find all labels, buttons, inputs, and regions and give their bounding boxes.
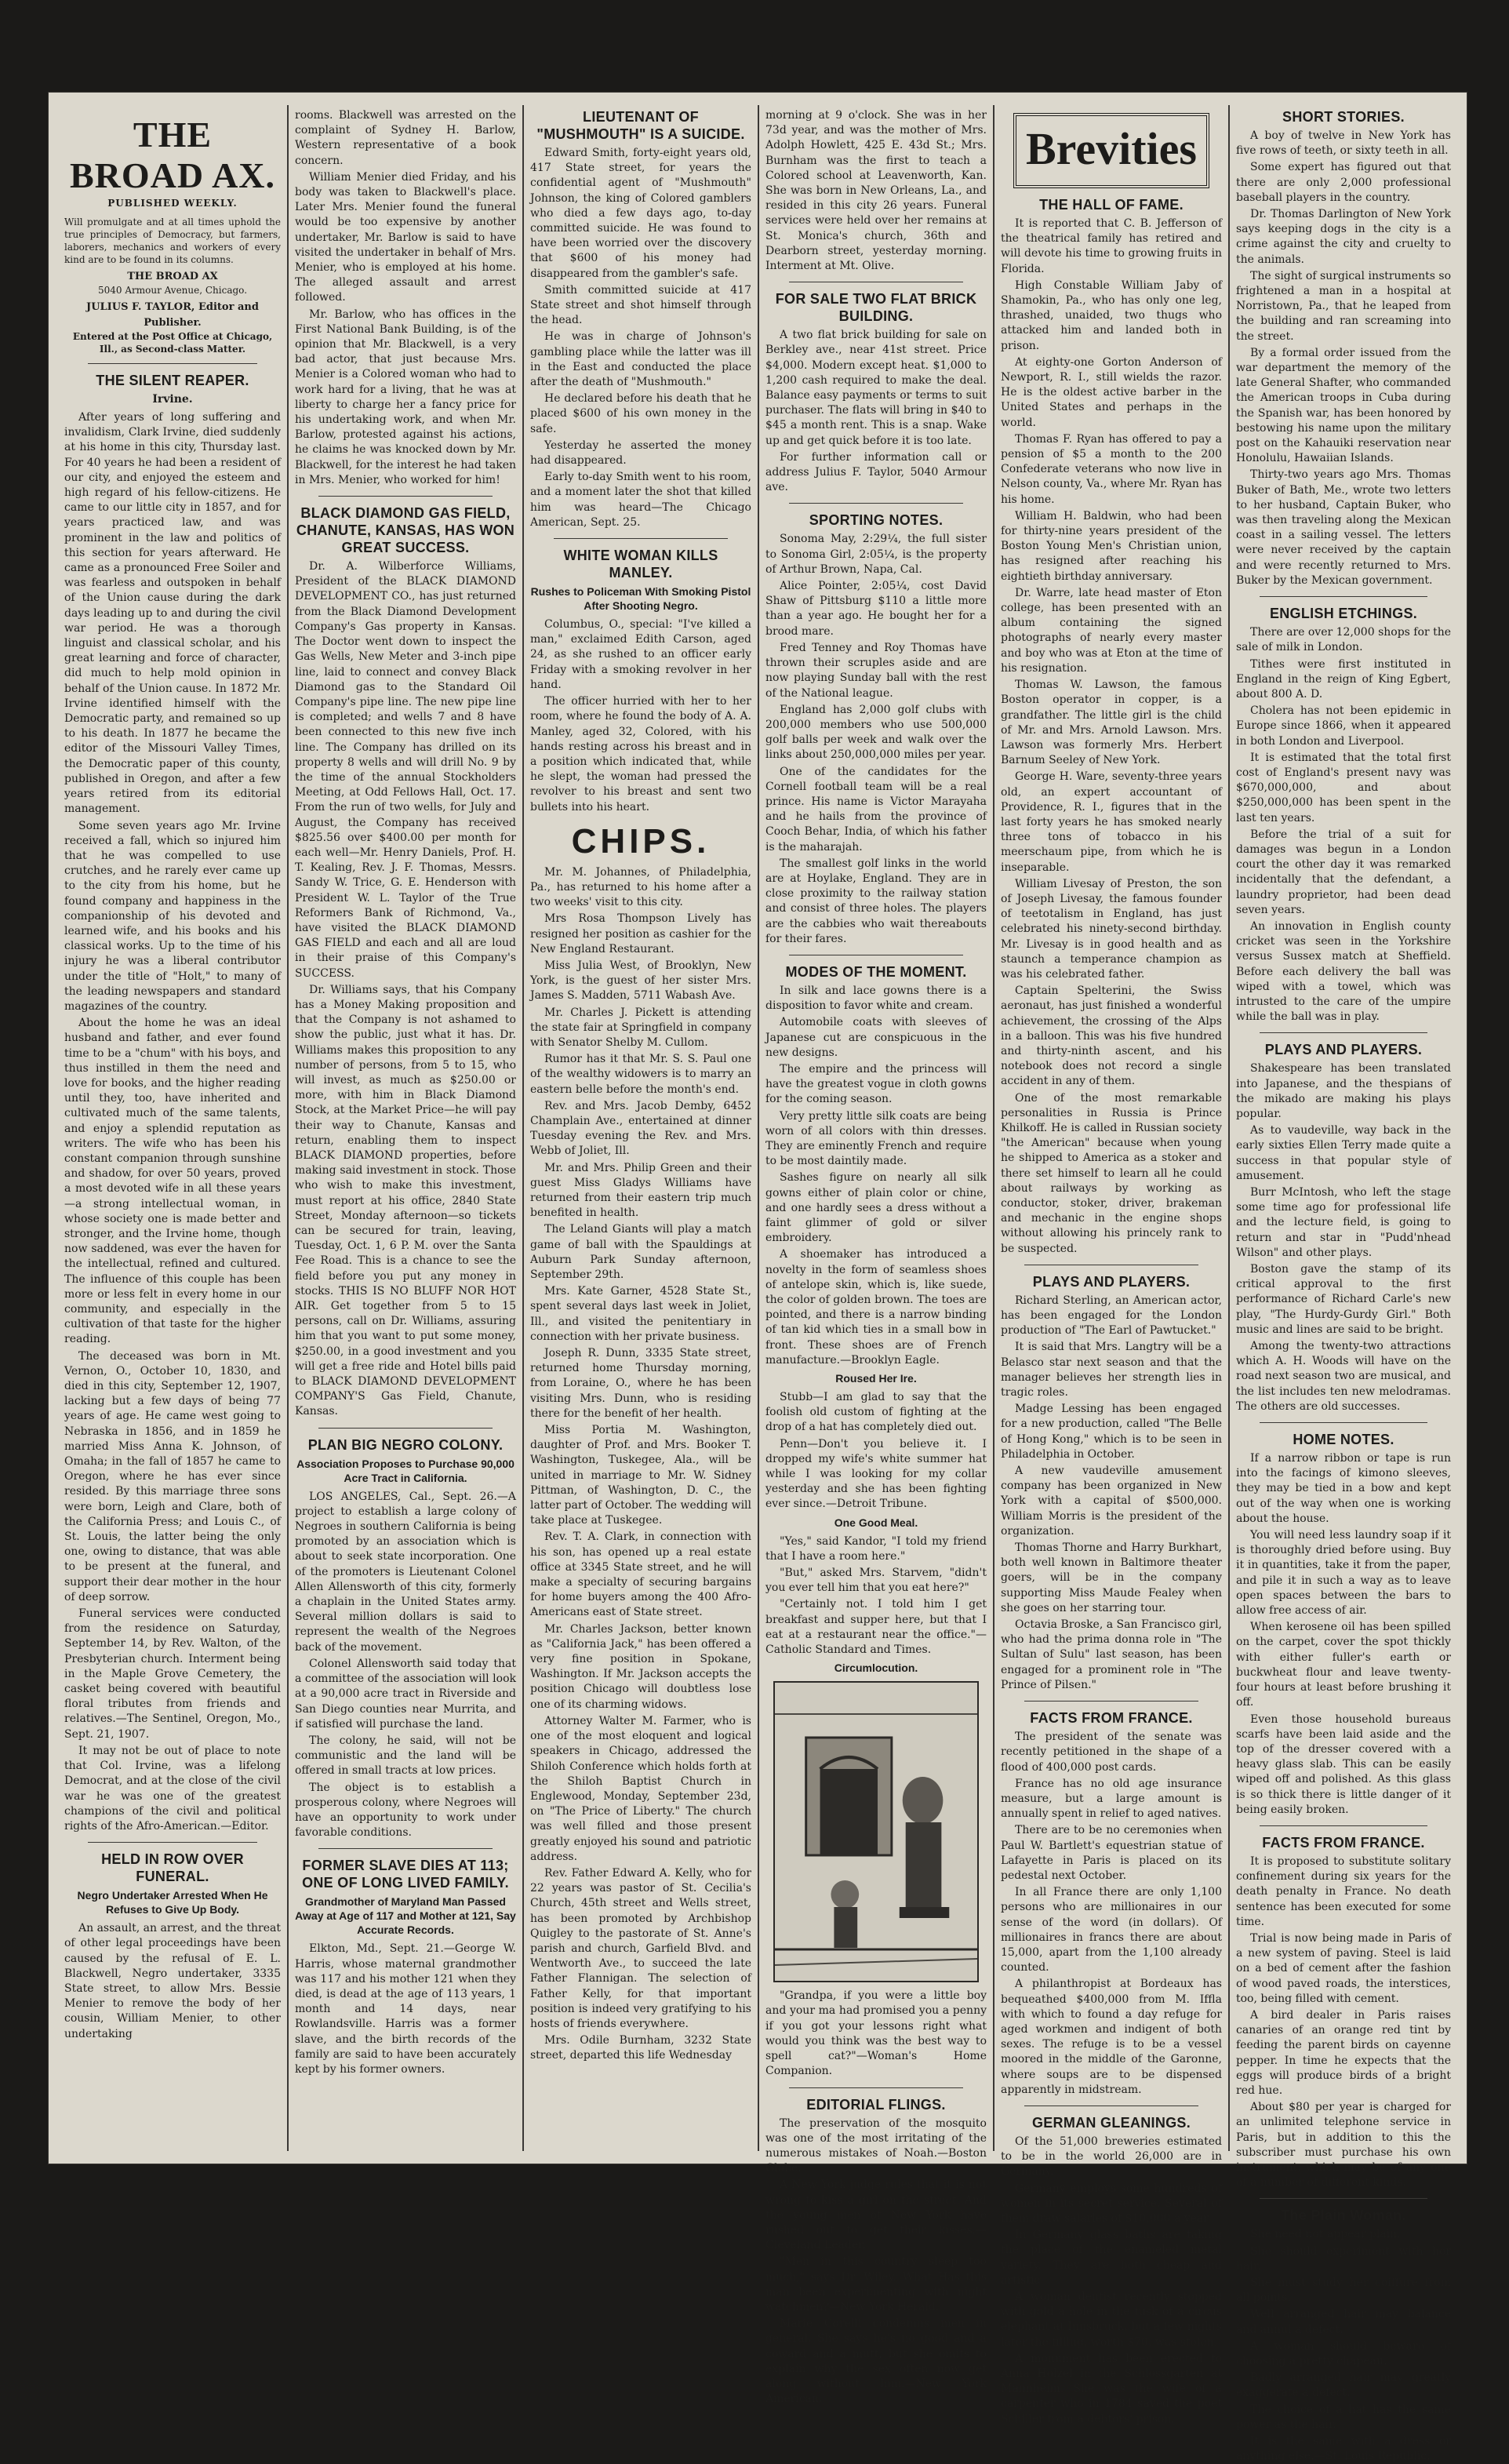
article-paragraph: rooms. Blackwell was arrested on the complaint of Sydney H. Barlow, Western representative of a book concern. [295,109,516,167]
chips-item: Miss Julia West, of Brooklyn, New York, is the guest of her sister Mrs. James S. Madden, 5711 Wabash Ave. [530,959,751,1003]
subheadline-former-slave: Grandmother of Maryland Man Passed Away at Age of 117 and Mother at 121, Say Accurate Records. [295,1895,516,1937]
plays-item: A new vaudeville amusement company has been organized in New York with a capital of $500,000. William Morris is the president of the organization. [1001,1465,1222,1538]
france-item: The president of the senate was recently petitioned in the shape of a flood of 400,000 post cards. [1001,1731,1222,1774]
headline-plays-players-2: PLAYS AND PLAYERS. [1264,1042,1423,1058]
chips-item: Mrs Rosa Thompson Lively has resigned her position as cashier for the New England Restaurant. [530,912,751,955]
france-item: A bird dealer in Paris raises canaries of an orange red tint by feeding the parent birds on cayenne pepper. In time he expects that the eggs will produce birds of a bright red hue. [1236,2008,1451,2097]
fame-item: Thomas W. Lawson, the famous Boston operator in copper, is a grandfather. The little girl is the child of Mr. and Mrs. Arnold Lawson. Mrs. Lawson was formerly Mrs. Herbert Barnum Seeley of New York. [1001,679,1222,767]
plain-item: The choice of a hat has the same power as the hair. [1236,2403,1451,2431]
france-item: A philanthropist at Bordeaux has bequeathed $400,000 from M. Iffla with which to found a day refuge for aged workmen and indigent of both sexes. The refuge is to be a vessel moored in the middle of the Garonne, where soups are to be dispensed apparently in midstream. [1001,1978,1222,2096]
article-paragraph: An assault, an arrest, and the threat of other legal proceedings have been caused by the refusal of E. L. Blackwell, Negro undertaker, 3335 State street, to allow Mrs. Bessie Menier to remove the body of her cousin, William Menier, to other undertaking [64,1922,281,2040]
headline-good-meal: One Good Meal. [834,1516,918,1529]
france-item: Trial is now being made in Paris of a new system of paving. Steel is laid on a bed of cement after the fashion of wood paved roads, the interstices, too, being filled with cement. [1236,1931,1451,2005]
plays-item: Richard Sterling, an American actor, has been engaged for the London production of "The Earl of Pawtucket." [1001,1294,1222,1338]
headline-white-woman: WHITE WOMAN KILLS MANLEY. [563,548,718,581]
article-paragraph: For further information call or address Julius F. Taylor, 5040 Armour ave. [765,450,987,494]
headline-row-over-funeral: HELD IN ROW OVER FUNERAL. [101,1851,244,1885]
france-item: About $80 per year is charged for an unlimited telephone service in Paris, but in addition to this the subscriber must purchase his own instrument, which may be of any one of a number of different kinds. [1236,2101,1451,2189]
sport-item: One of the candidates for the Cornell football team will be a real prince. His name is Victor Marayaha and he hails from the province of Cooch Behar, India, of which his father is the maharajah. [765,765,987,853]
plays-item: Burr McIntosh, who left the stage some time ago for professional life and the lecture field, is going to return and star in "Pudd'nhead Wilson" and other plays. [1236,1186,1451,1259]
home-item: If a narrow ribbon or tape is run into the facings of kimono sleeves, they may be tied in a bow and kept out of the way when one is working about the house. [1236,1452,1451,1525]
anecdote-line: Stubb—I am glad to say that the foolish old custom of fighting at the drop of a hat has completely died out. [765,1391,987,1434]
english-item: There are over 12,000 shops for the sale of milk in London. [1236,626,1451,654]
fame-item: William Livesay of Preston, the son of Joseph Livesay, the famous founder of teetotalism in England, has just celebrated his ninety-second birthday. Mr. Livesay is in good health and as staunch a temperance champion as was his celebrated father. [1001,877,1222,981]
masthead-subtitle: PUBLISHED WEEKLY. [107,198,238,209]
short-story-item: Dr. Thomas Darlington of New York says keeping dogs in the city is a crime against the city and cruelty to the animals. [1236,208,1451,266]
headline-home-notes: HOME NOTES. [1293,1432,1394,1448]
chips-item: Rumor has it that Mr. S. S. Paul one of the wealthy widowers is to marry an eastern belle before the month's end. [530,1053,751,1096]
france-item: There are to be no ceremonies when Paul W. Bartlett's equestrian statue of Lafayette in Paris is placed on its pedestal next October. [1001,1824,1222,1882]
chips-item: Mr. Charles J. Pickett is attending the state fair at Springfield in company with Senator Shelby M. Cullom. [530,1006,751,1049]
article-paragraph: It may not be out of place to note that Col. Irvine, was a lifelong Democrat, and at the close of the civil war he was one of the greatest champions of the civil and political rights of the Afro-American.—Editor. [64,1744,281,1833]
kicker-irvine: Irvine. [152,392,193,406]
editorial-item: The preservation of the mosquito was one of the most irritating of the numerous mistakes of Noah.—Boston Globe. [765,2116,987,2175]
editorial-item: Marie Corelli condemns men in general. She says he's no good and a coward and a mutt, but she omits to explain why the sex often now get along without him.—New York American. [765,2317,987,2406]
home-item: Even those household bureaus scarfs have been laid aside and the top of the dresser covered with a heavy glass slab. This can be easily wiped off and polished. As this glass is so thick there is little danger of it being easily broken. [1236,1712,1451,1816]
mode-item: Very pretty little silk coats are being worn of all colors with thin dresses. They are eminently French and require to be most daintily made. [765,1109,987,1168]
headline-negro-colony: PLAN BIG NEGRO COLONY. [307,1436,504,1453]
mode-item: Automobile coats with sleeves of Japanese cut are conspicuous in the new designs. [765,1016,987,1059]
masthead-entry: Entered at the Post Office at Chicago, Ill., as Second-class Matter. [72,330,273,355]
short-story-item: Thirty-two years ago Mrs. Thomas Buker of Bath, Me., wrote two letters to her husband, Captain Buker, who was then traveling along the Mexican coast in a sailing vessel. The letters were never received by the captain and were recently returned to Mrs. Buker by the Mexican government. [1236,468,1451,587]
fame-item: Captain Spelterini, the Swiss aeronaut, has just finished a wonderful achievement, the crossing of the Alps in a balloon. This was his five hundred and thirty-ninth ascent, and his notebook does not record a single accident in any of them. [1001,985,1222,1088]
plain-item: She need not appear plain. [1250,2228,1401,2241]
article-paragraph: The officer hurried with her to her room, where he found the body of A. A. Manley, aged 32, Colored, with his hands resting across his breast and in a position which indicated that, while he slept, the woman had pressed the revolver to his breast and sent two bullets into his heart. [530,695,751,813]
article-paragraph: LOS ANGELES, Cal., Sept. 26.—A project to establish a large colony of Negroes in southern California is being promoted by an association which is about to seek state incorporation. One of the promoters is Lieutenant Colonel Allen Allensworth of this city, formerly a chaplain in the United States army. Several million dollars is said to represent the wealth of the Negroes back of the movement. [295,1490,516,1654]
plain-item: She should experiment with her hair. [1236,2244,1451,2273]
editorial-item: A New York judge rules that it is not wrong to kiss a girl on the street. And the young men of New York have rushed out to get their kisses.—Cleveland Leader. [765,2178,987,2252]
sport-item: The smallest golf links in the world are at Hoylake, England. They are in close proximity to the railway station and consist of three holes. The players are the cabbies who wait thereabouts for their fares. [765,857,987,945]
article-paragraph: He was in charge of Johnson's gambling place while the latter was ill in the East and conducted the place after the death of "Mushmouth." [530,330,751,389]
article-paragraph: A two flat brick building for sale on Berkley ave., near 41st street. Price $4,000. Modern except heat. $1,000 to 1,200 cash required to make the deal. Balance easy payments or terms to suit purchaser. The flats will bring in $40 to $45 a month rent. This is a snap. Wake up and get quick before it is too late. [765,329,987,447]
column-6 [1236,108,1451,2463]
fame-item: High Constable William Jaby of Shamokin, Pa., who has only one leg, thrashed, unaided, two thugs who attacked him and landed both in prison. [1001,278,1222,352]
cartoon-illustration [773,1681,979,1982]
article-paragraph: Colonel Allensworth said today that a committee of the association will look at a 90,000 acre tract in Riverside and San Diego counties near Murrita, and if satisfied will purchase the land. [295,1657,516,1731]
headline-modes: MODES OF THE MOMENT. [785,963,967,980]
cartoon-caption: "Grandpa, if you were a little boy and your ma had promised you a penny if you got your lessons right what would you think was the best way to spell cat?"—Woman's Home Companion. [765,1989,987,2078]
masthead-pub-name: THE BROAD AX [127,271,218,283]
headline-mushmouth: LIEUTENANT OF "MUSHMOUTH" IS A SUICIDE. [536,109,745,142]
headline-hall-of-fame: THE HALL OF FAME. [1039,197,1184,213]
article-paragraph: morning at 9 o'clock. She was in her 73d year, and was the mother of Mrs. Adolph Howlett, 425 E. 43d St.; Mrs. Burnham was the first to teach a Colored school at Leavenworth, Kan. She was born in New Orleans, La., and resided in this city 26 years. Funeral services were held over her remains at St. Monica's church, 36th and Dearborn street, yesterday morning. Interment at Mt. Olive. [765,109,987,273]
sport-item: Alice Pointer, 2:05¼, cost David Shaw of Pittsburg $110 a little more than a year ago. He bought her for a brood mare. [765,580,987,638]
chips-item: Mrs. Kate Garner, 4528 State St., spent several days last week in Joliet, Ill., and visited the penitentiary in connection with her private business. [530,1285,751,1343]
headline-for-sale: FOR SALE TWO FLAT BRICK BUILDING. [775,291,977,325]
headline-former-slave: FORMER SLAVE DIES AT 113; ONE OF LONG LIVED FAMILY. [302,1858,509,1891]
chips-item: Mrs. Odile Burnham, 3232 State street, departed this life Wednesday [530,2034,751,2062]
short-story-item: The sight of surgical instruments so frightened a man in a hospital at Norristown, Pa., that he leaped from the building and ran screaming into the street. [1236,269,1451,343]
article-paragraph: Yesterday he asserted the money had disappeared. [530,439,751,468]
short-story-item: A boy of twelve in New York has five rows of teeth, or sixty teeth in all. [1236,129,1451,158]
mode-item: In silk and lace gowns there is a disposition to favor white and cream. [765,984,987,1013]
column-rule [993,105,994,2151]
headline-facts-france-2: FACTS FROM FRANCE. [1262,1834,1425,1851]
plays-item: Madge Lessing has been engaged for a new production, called "The Belle of Hong Kong," which is to be seen in Philadelphia in October. [1001,1403,1222,1461]
headline-chips: CHIPS. [571,821,711,861]
column-1 [64,108,281,2148]
mode-item: A shoemaker has introduced a novelty in the form of seamless shoes of antelope skin, which is, like suede, the color of golden brown. The toes are pointed, and there is a narrow binding of tan kid which ties in a small bow in front. These shoes are of French manufacture.—Brooklyn Eagle. [765,1248,987,1367]
plain-item: A woman should beware of choosing a pretty chapeau. [1236,2339,1451,2368]
article-paragraph: Columbus, O., special: "I've killed a man," exclaimed Edith Carson, aged 24, as she rushed to an officer early Friday with a smoking revolver in her hand. [530,618,751,691]
german-item: A woman dentist recently stopped with gold a hole in the tusk of a circus elephant at Innsbruck, but a few nights later the filling, worth $70, was stolen. [1001,2291,1222,2349]
anecdote-line: "Yes," said Kandor, "I told my friend that I have a room here." [765,1534,987,1563]
masthead-intro: Will promulgate and at all times uphold the true principles of Democracy, but farmers, laborers, mechanics and workers of every kind are to be found in its columns. [64,217,281,266]
fame-item: Thomas F. Ryan has offered to pay a pension of $5 a month to the 200 Confederate veterans who now live in Nelson county, Va., where Mr. Ryan has his home. [1001,432,1222,506]
column-rule [758,105,759,2151]
masthead-title: THE BROAD AX. [69,115,276,195]
german-item: Germany employs some hundreds of women in its secret service. Several of them draw salaries of $10,000 a year. [1001,2182,1222,2225]
chips-item: Mr. and Mrs. Philip Green and their guest Miss Gladys Williams have returned from their eastern trip much benefited in health. [530,1161,751,1220]
france-item: In all France there are only 1,100 persons who are millionaires in our sense of the word (in dollars). Of millionaires in francs there are about 15,000, apart from the 1,100 already counted. [1001,1886,1222,1974]
article-paragraph: Dr. A. Wilberforce Williams, President of the BLACK DIAMOND DEVELOPMENT CO., has just returned from the Black Diamond Development Company's Gas property in Kansas. The Doctor went down to inspect the Gas Wells, New Meter and 3-inch pipe line, laid to connect and convey Black Diamond gas to the Standard Oil Company's pipe line. The new pipe line is completed; and wells 7 and 8 have been connected to this new five inch line. The Company has drilled on its property 8 wells and will drill No. 9 by the time of the annual Stockholders Meeting, at Odd Fellows Hall, Oct. 17. From the run of two wells, for July and August, the Company has received $825.56 over $400.00 per month for each well—Mr. Henry Daniels, Prof. H. T. Kealing, Rev. J. F. Thomas, Messrs. Sandy W. Trice, G. E. Henderson with President W. L. Taylor of the True Reformers Bank of Richmond, Va., have visited the BLACK DIAMOND GAS FIELD and each and all are loud in their praise of this Company's SUCCESS. [295,560,516,980]
column-5 [1001,108,1222,2426]
plain-item: She must study her coiffure from all points. [1236,2277,1451,2305]
anecdote-line: Penn—Don't you believe it. I dropped my wife's white summer hat while I was looking for my collar yesterday and she has been fighting ever since.—Detroit Tribune. [765,1437,987,1511]
article-paragraph: Edward Smith, forty-eight years old, 417 State street, for years the confidential agent of "Mushmouth" Johnson, the king of Colored gamblers who died a few days ago, to-day committed suicide. He was found to have been worried over the discovery that $600 of his money had disappeared from the gambler's safe. [530,147,751,280]
headline-silent-reaper: THE SILENT REAPER. [96,372,249,388]
headline-roused-ire: Roused Her Ire. [835,1372,917,1385]
german-item: A monument has been erected to Anna Holzel in the Schlossgarten at Mannheim. She was the wife of a carpenter who in 1784 saved the poet Schiller from a debtors' prison. [1001,2352,1222,2426]
plays-item: Octavia Broske, a San Francisco girl, who had the prima donna role in "The Sultan of Sulu" last season, has been engaged for a prominent role in "The Prince of Pilsen." [1001,1618,1222,1691]
subheadline-negro-colony: Association Proposes to Purchase 90,000 Acre Tract in California. [296,1457,515,1484]
chips-item: The Leland Giants will play a match game of ball with the Spauldings at Auburn Park Sunday afternoon, September 29th. [530,1223,751,1281]
chips-item: Joseph R. Dunn, 3335 State street, returned home Thursday morning, from Loraine, O., where he has been visiting Mrs. Dunn, who is residing there for the benefit of her health. [530,1347,751,1420]
article-paragraph: The deceased was born in Mt. Vernon, O., October 10, 1830, and died in this city, September 12, 1907, lacking but a few days of being 77 years of age. He came west going to Nebraska in 1856, and in 1859 he married Miss Anna K. Johnson, of Omaha; in the fall of 1857 he came to Oregon, where he has ever since resided. By this marriage three sons were born, Leigh and Clare, both of the California Press; and Louis C., of St. Louis, the latter being the only one, owing to distance, that was able to be present at the funeral, and support their dear mother in the hour of deep sorrow. [64,1349,281,1603]
subheadline-row-over-funeral: Negro Undertaker Arrested When He Refuses to Give Up Body. [77,1889,268,1916]
headline-sporting-notes: SPORTING NOTES. [809,512,944,529]
sport-item: Fred Tenney and Roy Thomas have thrown their scruples aside and are now playing Sunday ball with the rest of the National league. [765,641,987,700]
chips-item: Rev. and Mrs. Jacob Demby, 6452 Champlain Ave., entertained at dinner Tuesday evening the Rev. and Mrs. Webb of Joliet, Ill. [530,1099,751,1158]
plays-item: It is said that Mrs. Langtry will be a Belasco star next season and that the manager believes her strength lies in tragic roles. [1001,1341,1222,1399]
english-item: Before the trial of a suit for damages was begun in a London court the other day it was remarked incidentally that the defendant, a laundry proprietor, had been dead seven years. [1236,828,1451,916]
cartoon-drawing [775,1683,977,1981]
home-item: When kerosene oil has been spilled on the carpet, cover the spot thickly with either fuller's earth or buckwheat flour and leave twenty-four hours at least before brushing it off. [1236,1621,1451,1709]
article-paragraph: Some seven years ago Mr. Irvine received a fall, which so injured him that he was compelled to use crutches, and he rarely ever came up to the city from his home, but he found company and happiness in the companionship of his devoted and learned wife, and his books and his classical works. Up to the time of his injury he was a liberal contributor under the title of "Holt," to many of the leading newspapers and standard magazines of the country. [64,819,281,1013]
fame-item: At eighty-one Gorton Anderson of Newport, R. I., still wields the razor. He is the oldest active barber in the United States and perhaps in the world. [1001,355,1222,429]
headline-circumlocution: Circumlocution. [834,1661,918,1675]
headline-editorial-flings: EDITORIAL FLINGS. [806,2096,946,2113]
plays-item: Among the twenty-two attractions which A. H. Woods will have on the road next season two are musical, and the list includes ten new melodramas. The others are old successes. [1236,1340,1451,1413]
fame-item: William H. Baldwin, who had been for thirty-nine years president of the Boston Young Men's Christian union, has resigned after reaching his eightieth birthday anniversary. [1001,509,1222,583]
fame-item: George H. Ware, seventy-three years old, an expert accountant of Providence, R. I., figures that in the last forty years he has smoked nearly three tons of tobacco in his meerschaum pipe, from which he is inseparable. [1001,770,1222,874]
subheadline-white-woman: Rushes to Policeman With Smoking Pistol After Shooting Negro. [530,585,751,613]
sport-item: England has 2,000 golf clubs with 200,000 members who use 500,000 golf balls per week and walk over the links about 250,000,000 miles per year. [765,703,987,762]
short-story-item: Some expert has figured out that there are only 2,000 professional baseball players in the country. [1236,161,1451,204]
plain-item: It is the same with a dress or anything else.—St. Louis Republic. [1236,2435,1451,2463]
article-paragraph: Funeral services were conducted from the residence on Saturday, September 14, by Rev. Walton, of the Presbyterian church. Interment being in the Maple Grove Cemetery, the casket being covered with beautiful floral tributes from friends and relatives.—The Sentinel, Oregon, Mo., Sept. 21, 1907. [64,1607,281,1741]
plain-item: Badly arranged hair may greatly exaggerate a defect. [1236,2371,1451,2400]
mode-item: Sashes figure on nearly all silk gowns either of plain color or chine, and one hardly sees a dress without a faint glimmer of gold or silver embroidery. [765,1171,987,1245]
headline-plain-woman: The Plain Woman. [1281,2207,1406,2224]
german-item: In Germany glass baths are taking the place of the enameled metal variety. They are both cheap and artistic. [1001,2229,1222,2287]
france-item: France has no old age insurance measure, but a large amount is annually spent in relief to aged natives. [1001,1777,1222,1821]
brevities-banner: Brevities [1013,113,1209,188]
masthead-editor: JULIUS F. TAYLOR, Editor and Publisher. [86,301,259,329]
chips-item: Mr. M. Johannes, of Philadelphia, Pa., has returned to his home after a two weeks' visit to this city. [530,865,751,909]
mode-item: The empire and the princess will have the greatest vogue in cloth gowns for the coming season. [765,1062,987,1106]
anecdote-line: "But," asked Mrs. Starvem, "didn't you ever tell him that you eat here?" [765,1567,987,1595]
chips-item: Attorney Walter M. Farmer, who is one of the most eloquent and logical speakers in Chicago, addressed the Shiloh Conference which holds forth at the Shiloh Baptist Church in Englewood, Monday, September 23d, on "The Price of Liberty." The church was well filled and those present greatly enjoyed his sound and patriotic address. [530,1714,751,1863]
fame-item: It is reported that C. B. Jefferson of the theatrical family has retired and will devote his time to growing fruits in Florida. [1001,217,1222,275]
english-item: Tithes were first instituted in England in the reign of King Egbert, about 800 A. D. [1236,657,1451,701]
plain-item: Well arranged hair may balance and annul a defect. [1236,2308,1451,2336]
column-rule [287,105,289,2151]
short-story-item: By a formal order issued from the war department the memory of the late General Shafter, who commanded the American troops in Cuba during the Spanish war, has been honored by bestowing his name upon the military post on the Kahauiki reservation near Honolulu, Hawaiian Islands. [1236,346,1451,465]
english-item: Cholera has not been epidemic in Europe since 1866, when it appeared in both London and Liverpool. [1236,704,1451,748]
headline-facts-france: FACTS FROM FRANCE. [1030,1710,1193,1727]
home-item: You will need less laundry soap if it is thoroughly dried before using. Buy it in quantities, take it from the paper, and pile it in such a way as to leave open spaces between the bars to allow free access of air. [1236,1529,1451,1618]
column-rule [1228,105,1230,2151]
plays-item: Thomas Thorne and Harry Burkhart, both well known in Baltimore theater goers, will be in the company supporting Miss Maude Fealey when she goes on her starring tour. [1001,1541,1222,1614]
column-3 [530,108,751,2148]
article-paragraph: He declared before his death that he placed $600 of his own money in the safe. [530,392,751,435]
article-paragraph: The object is to establish a prosperous colony, where Negroes will have an opportunity to work under favorable conditions. [295,1781,516,1840]
chips-item: Rev. T. A. Clark, in connection with his son, has opened up a real estate office at 3345 State street, and he will make a specialty of securing bargains for home buyers among the 400 Afro-Americans east of State street. [530,1530,751,1619]
chips-item: Miss Portia M. Washington, daughter of Prof. and Mrs. Booker T. Washington, Tuskegee, Ala., will be united in marriage to Mr. W. Sidney Pittman, of Washington, D. C., the latter part of October. The wedding will take place at Tuskegee. [530,1424,751,1527]
plays-item: Shakespeare has been translated into Japanese, and the thespians of the mikado are making his plays popular. [1236,1062,1451,1120]
sport-item: Sonoma May, 2:29¼, the full sister to Sonoma Girl, 2:05¼, is the property of Arthur Brown, Napa, Cal. [765,533,987,576]
plays-item: As to vaudeville, way back in the early sixties Ellen Terry made quite a success in that popular style of amusement. [1236,1124,1451,1182]
english-item: It is estimated that the total first cost of England's present navy was $670,000,000, and about $250,000,000 has been spent in the last ten years. [1236,751,1451,824]
article-paragraph: Mr. Barlow, who has offices in the First National Bank Building, is of the opinion that Mr. Blackwell, is a very bad actor, that just because Mrs. Menier is a Colored woman who had to work hard for a living, that he was at liberty to charge her a fancy price for his undertaking work, and when Mr. Barlow, protested against his actions, he claims he was knocked down by Mr. Blackwell, for the interest he had taken in Mrs. Menier, who worked for him! [295,308,516,486]
france-item: It is proposed to substitute solitary confinement during six years for the death penalty in France. No death sentence has been executed for some time. [1236,1854,1451,1928]
column-4 [765,108,987,2406]
article-paragraph: William Menier died Friday, and his body was taken to Blackwell's place. Later Mrs. Menier found the funeral would be too expensive by another undertaker, Mr. Barlow is said to have visited the undertaker in behalf of Mrs. Menier, who is employed at his home. The alleged assault and arrest followed. [295,170,516,304]
article-paragraph: After years of long suffering and invalidism, Clark Irvine, died suddenly at his home in this city, Thursday last. For 40 years he had been a resident of our city, and enjoyed the esteem and high regard of his fellow-citizens. He came to our little city in 1857, and for years practiced law, and was prominent in the law and politics of this section for years afterward. He came as a pronounced Free Soiler and was fearless and outspoken in behalf of the Union cause during the dark days leading up to and during the civil war period. He was a thorough linguist and classical scholar, and his great learning and force of character, did much to help mold opinion in behalf of the Union cause. In 1872 Mr. Irvine identified himself with the Democratic party, and remained so up to his death. In 1877 he became the editor of the Missouri Valley Times, the Democratic paper of this county, published in Oregon, and after a few years retired from its editorial management. [64,411,281,816]
plays-item: Boston gave the stamp of its critical approval to the first performance of Richard Carle's new play, "The Hurdy-Gurdy Girl." Both music and lines are said to be bright. [1236,1263,1451,1336]
column-rule [522,105,524,2151]
fame-item: One of the most remarkable personalities in Russia is Prince Khilkoff. He is called in Russian society "the American" because when young he shipped to America as a stoker and there set himself to learn all he could about railways by working as conductor, stoker, driver, brakeman and mechanic in the engine shops without allowing his princely rank to be suspected. [1001,1091,1222,1255]
headline-black-diamond: BLACK DIAMOND GAS FIELD, CHANUTE, KANSAS, HAS WON GREAT SUCCESS. [296,505,515,556]
headline-german-gleanings: GERMAN GLEANINGS. [1031,2114,1191,2131]
fame-item: Dr. Warre, late head master of Eton college, has been presented with an album containing the signed photographs of nearly every master and boy who was at Eton at the time of his resignation. [1001,586,1222,675]
article-paragraph: About the home he was an ideal husband and father, and ever found time to be a "chum" with his boys, and thus instilled in them the need and love for books, and the higher reading until they, too, have inherited and cultivated much of the same talents, and enjoy a splendid reputation as writers. The wife who has been his constant companion through sunshine and shadow, for over 50 years, proved a most devoted wife in all these years—a strong intellectual woman, in whose society one is made better and stronger, and the Irvine home, though now saddened, was ever the haven for the intellectual, refined and cultured. The influence of this couple has been more or less felt in every home in our community, and especially in the cultivation of that taste for the higher reading. [64,1017,281,1346]
chips-item: Rev. Father Edward A. Kelly, who for 22 years was pastor of St. Cecilia's Church, 45th street and Wells street, has been promoted by Archbishop Quigley to the pastorate of St. Anne's parish and church, Garfield Blvd. and Wentworth Ave., to succeed the late Father Flannigan. The selection of Father Kelly, for that important position is indeed very gratifying to his hosts of friends everywhere. [530,1866,751,2030]
chips-item: Mr. Charles Jackson, better known as "California Jack," has been offered a very fine position in Spokane, Washington. If Mr. Jackson accepts the position Chicago will doubtless lose one of its charming widows. [530,1622,751,1711]
article-paragraph: Smith committed suicide at 417 State street and shot himself through the head. [530,283,751,327]
newspaper-page [49,93,1467,2463]
headline-short-stories: SHORT STORIES. [1282,109,1405,125]
article-paragraph: Elkton, Md., Sept. 21.—George W. Harris, whose maternal grandmother was 117 and his mother 121 when they died, is dead at the age of 113 years, 1 month and 14 days, near Rowlandsville. Harris was a former slave, and the birth records of the family are said to have been accurately kept by his former owners. [295,1942,516,2076]
german-item: Of the 51,000 breweries estimated to be in the world 26,000 are in Germany. [1001,2135,1222,2178]
english-item: An innovation in English county cricket was seen in the Yorkshire versus Sussex match at Sheffield. Before each delivery the ball was wiped with a towel, which was intrusted to the care of the umpire while the ball was in play. [1236,919,1451,1024]
headline-plays-players: PLAYS AND PLAYERS. [1032,1273,1191,1290]
editorial-item: "Men in this country sleep too much," says Dr. Wiley. What Has this man been experimenting with night watchmen?—New York Herald. [765,2255,987,2313]
article-paragraph: Early to-day Smith went to his room, and a moment later the shot that killed him was heard—The Chicago American, Sept. 25. [530,471,751,529]
headline-english-etchings: ENGLISH ETCHINGS. [1269,606,1418,622]
article-paragraph: Dr. Williams says, that his Company has a Money Making proposition and that the Company is not ashamed to show the public, just what it has. Dr. Williams makes this proposition to any number of persons, from 5 to 15, who will invest, as much as $250.00 or more, with him in Black Diamond Stock, at the Market Price—he will pay their way to Chanute, Kansas and return, enabling them to inspect BLACK DIAMOND properties, before making said investment in stock. Those who wish to make this investment, must report at his office, 2840 State Street, Monday afternoon—so tickets can be secured for train, leaving, Tuesday, Oct. 1, 6 P. M. over the Santa Fee Road. This is a chance to see the field before you put any money in stocks. THIS IS NO BLUFF NOR HOT AIR. Get together from 5 to 15 persons, call on Dr. Williams, assuring him that you want to put some money, $250.00, in a good investment and you will get a free ride and Hotel bills paid to BLACK DIAMOND DEVELOPMENT COMPANY'S Gas Field, Chanute, Kansas. [295,983,516,1418]
article-paragraph: The colony, he said, will not be communistic and the land will be offered in small tracts at low prices. [295,1734,516,1778]
column-2 [295,108,516,2148]
masthead-address: 5040 Armour Avenue, Chicago. [97,285,248,297]
anecdote-line: "Certainly not. I told him I get breakfast and supper here, but that I eat at a restaurant near the office."—Catholic Standard and Times. [765,1598,987,1657]
